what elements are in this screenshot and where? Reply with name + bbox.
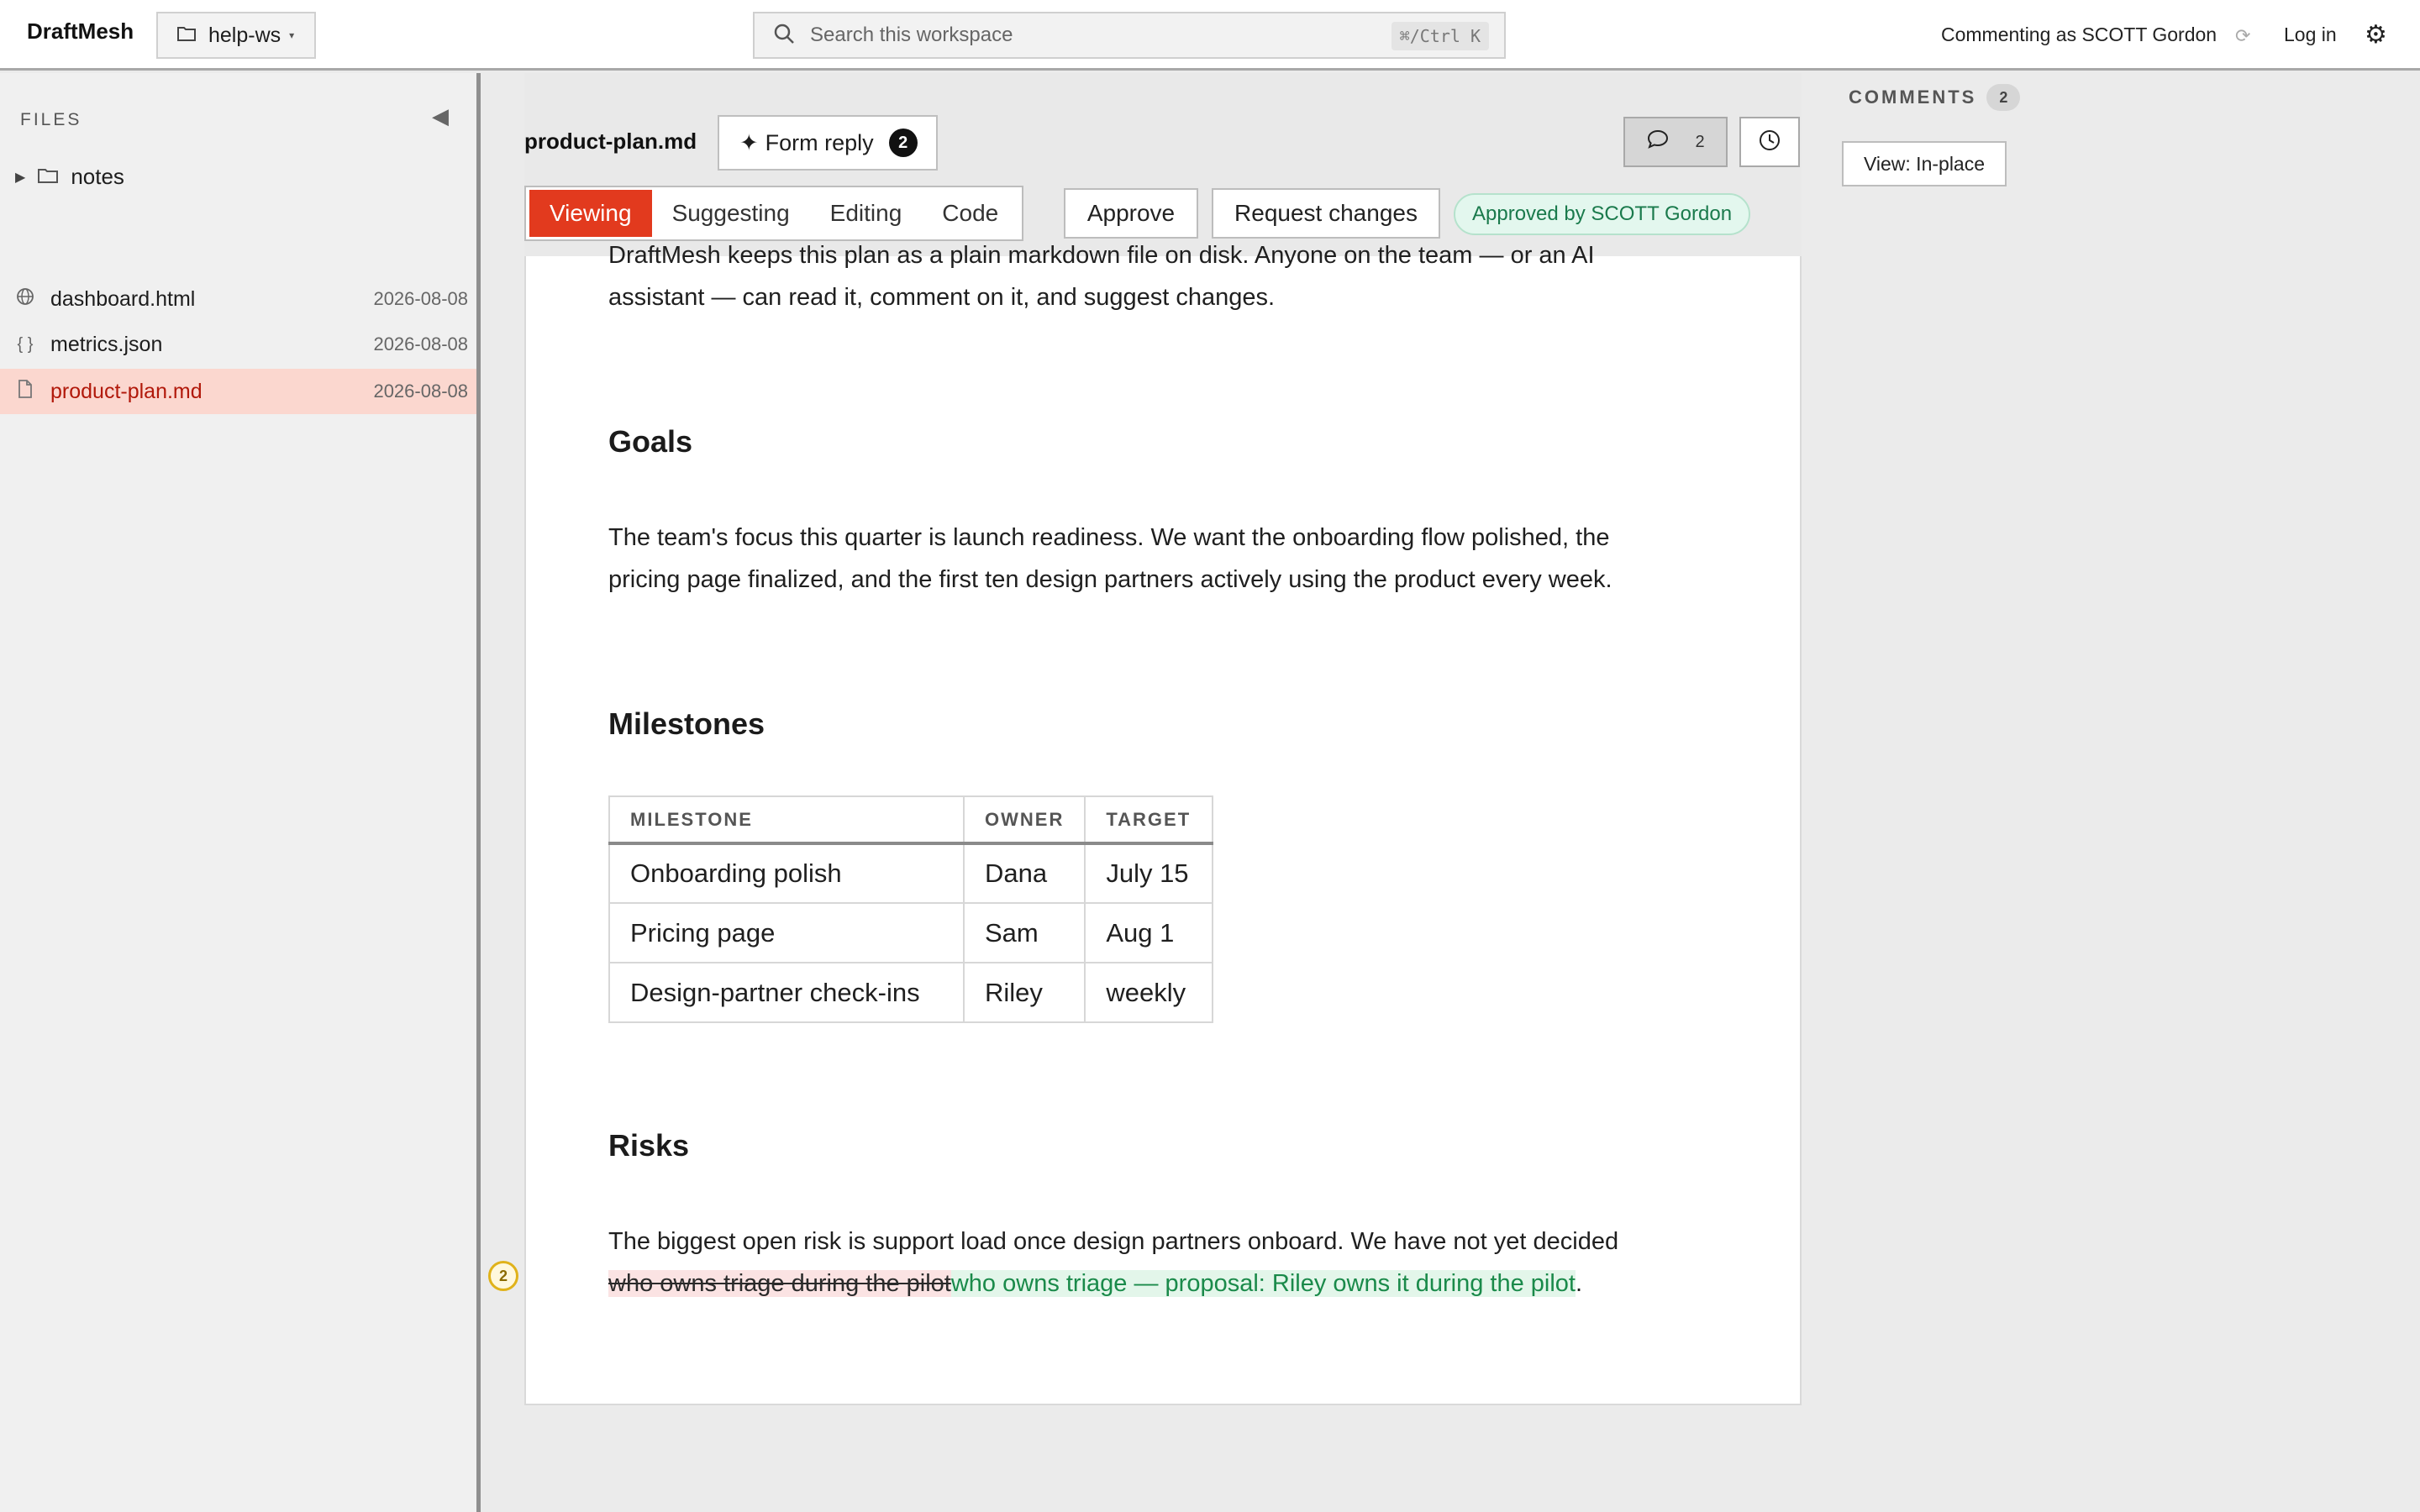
form-reply-count-badge: 2 — [889, 129, 918, 157]
search-icon — [773, 23, 795, 49]
file-item-dashboard[interactable] — [0, 276, 476, 322]
file-name: dashboard.html — [50, 286, 196, 311]
risks-paragraph — [608, 1221, 1751, 1305]
table-cell: weekly — [1085, 963, 1213, 1022]
table-row — [609, 903, 1213, 963]
risks-line-1: The biggest open risk is support load once design partners onboard. We have not yet decided — [608, 1228, 1619, 1255]
goals-paragraph — [608, 517, 1751, 601]
mode-tabs — [524, 186, 1023, 241]
sparkle-icon: ✦ — [739, 129, 759, 155]
risks-line-end: . — [1575, 1270, 1583, 1297]
intro-paragraph — [608, 234, 1751, 318]
approved-status-badge: Approved by SCOTT Gordon — [1454, 193, 1750, 235]
history-button[interactable] — [1739, 117, 1800, 167]
table-row — [609, 843, 1213, 903]
form-reply-label: Form reply — [765, 129, 874, 155]
app-brand[interactable]: DraftMesh — [27, 18, 134, 44]
tab-code[interactable]: Code — [942, 200, 999, 226]
suggested-deletion[interactable]: who owns triage during the pilot — [608, 1270, 951, 1297]
chevron-down-icon: ▾ — [289, 29, 295, 41]
goals-line-2: pricing page finalized, and the first ten design partners actively using the product every week. — [608, 566, 1612, 593]
folder-icon — [176, 24, 197, 48]
login-link[interactable]: Log in — [2284, 24, 2337, 45]
table-cell: Onboarding polish — [609, 843, 964, 903]
file-item-product-plan[interactable] — [0, 369, 476, 414]
suggestion-marker[interactable]: 2 — [488, 1261, 518, 1291]
braces-icon: { } — [17, 334, 34, 354]
request-changes-button[interactable]: Request changes — [1212, 188, 1440, 239]
workspace-name: help-ws — [208, 23, 281, 47]
file-name: metrics.json — [50, 332, 163, 356]
sync-icon: ⟳ — [2235, 25, 2251, 46]
workspace-selector[interactable] — [156, 12, 316, 59]
globe-icon — [15, 287, 35, 311]
file-date: 2026-08-08 — [373, 288, 468, 309]
comments-count-badge: 2 — [1986, 84, 2020, 111]
form-reply-button[interactable] — [718, 115, 938, 171]
document-body — [524, 242, 1802, 1405]
files-heading: FILES — [20, 110, 82, 129]
table-cell: Design-partner check-ins — [609, 963, 964, 1022]
approve-button[interactable]: Approve — [1064, 188, 1198, 239]
table-header-row — [609, 796, 1213, 843]
folder-label: notes — [71, 164, 124, 189]
folder-icon — [37, 164, 59, 190]
commenting-as-label: Commenting as SCOTT Gordon — [1941, 24, 2217, 45]
column-header: OWNER — [964, 796, 1085, 843]
search-bar[interactable] — [753, 12, 1506, 59]
table-cell: July 15 — [1085, 843, 1213, 903]
risks-line-2 — [608, 1263, 1751, 1305]
table-cell: Sam — [964, 903, 1085, 963]
chevron-right-icon: ▶ — [15, 170, 26, 185]
folder-notes[interactable] — [15, 164, 124, 190]
intro-line-1: DraftMesh keeps this plan as a plain markdown file on disk. Anyone on the team — or an AI — [608, 242, 1595, 269]
comment-count: 2 — [1695, 132, 1705, 151]
column-header: MILESTONE — [609, 796, 964, 843]
suggested-insertion[interactable]: who owns triage — proposal: Riley owns it during the pilot — [950, 1270, 1576, 1297]
table-cell: Dana — [964, 843, 1085, 903]
table-cell: Aug 1 — [1085, 903, 1213, 963]
tab-editing[interactable]: Editing — [829, 200, 902, 226]
intro-line-2: assistant — can read it, comment on it, and suggest changes. — [608, 284, 1276, 311]
milestones-heading: Milestones — [608, 706, 765, 741]
table-cell: Riley — [964, 963, 1085, 1022]
search-input[interactable]: Search this workspace — [810, 24, 1013, 46]
comments-heading: COMMENTS — [1849, 87, 1977, 108]
column-header: TARGET — [1085, 796, 1213, 843]
collapse-sidebar-icon[interactable]: ◀ — [432, 103, 449, 129]
document-filename: product-plan.md — [524, 129, 697, 154]
clock-icon — [1758, 129, 1781, 156]
document-toolbar — [524, 73, 1802, 256]
search-shortcut-hint: ⌘/Ctrl K — [1392, 22, 1489, 50]
milestones-table — [608, 795, 1213, 1023]
file-sidebar — [0, 73, 481, 1512]
table-row — [609, 963, 1213, 1022]
speech-bubble-icon — [1646, 129, 1670, 155]
file-date: 2026-08-08 — [373, 381, 468, 402]
comments-toggle-button[interactable] — [1623, 117, 1728, 167]
file-name: product-plan.md — [50, 379, 203, 403]
comments-panel-header — [1849, 84, 2020, 111]
table-cell: Pricing page — [609, 903, 964, 963]
tab-viewing[interactable]: Viewing — [529, 190, 652, 237]
file-date: 2026-08-08 — [373, 333, 468, 354]
risks-heading: Risks — [608, 1128, 690, 1163]
view-mode-button[interactable]: View: In-place — [1842, 141, 2007, 186]
gear-icon[interactable]: ⚙ — [2365, 21, 2387, 49]
goals-heading: Goals — [608, 424, 693, 459]
goals-line-1: The team's focus this quarter is launch readiness. We want the onboarding flow polished, the — [608, 524, 1610, 551]
document-icon — [15, 380, 35, 403]
top-bar — [0, 0, 2420, 71]
tab-suggesting[interactable]: Suggesting — [671, 200, 790, 226]
file-item-metrics[interactable] — [0, 322, 476, 367]
